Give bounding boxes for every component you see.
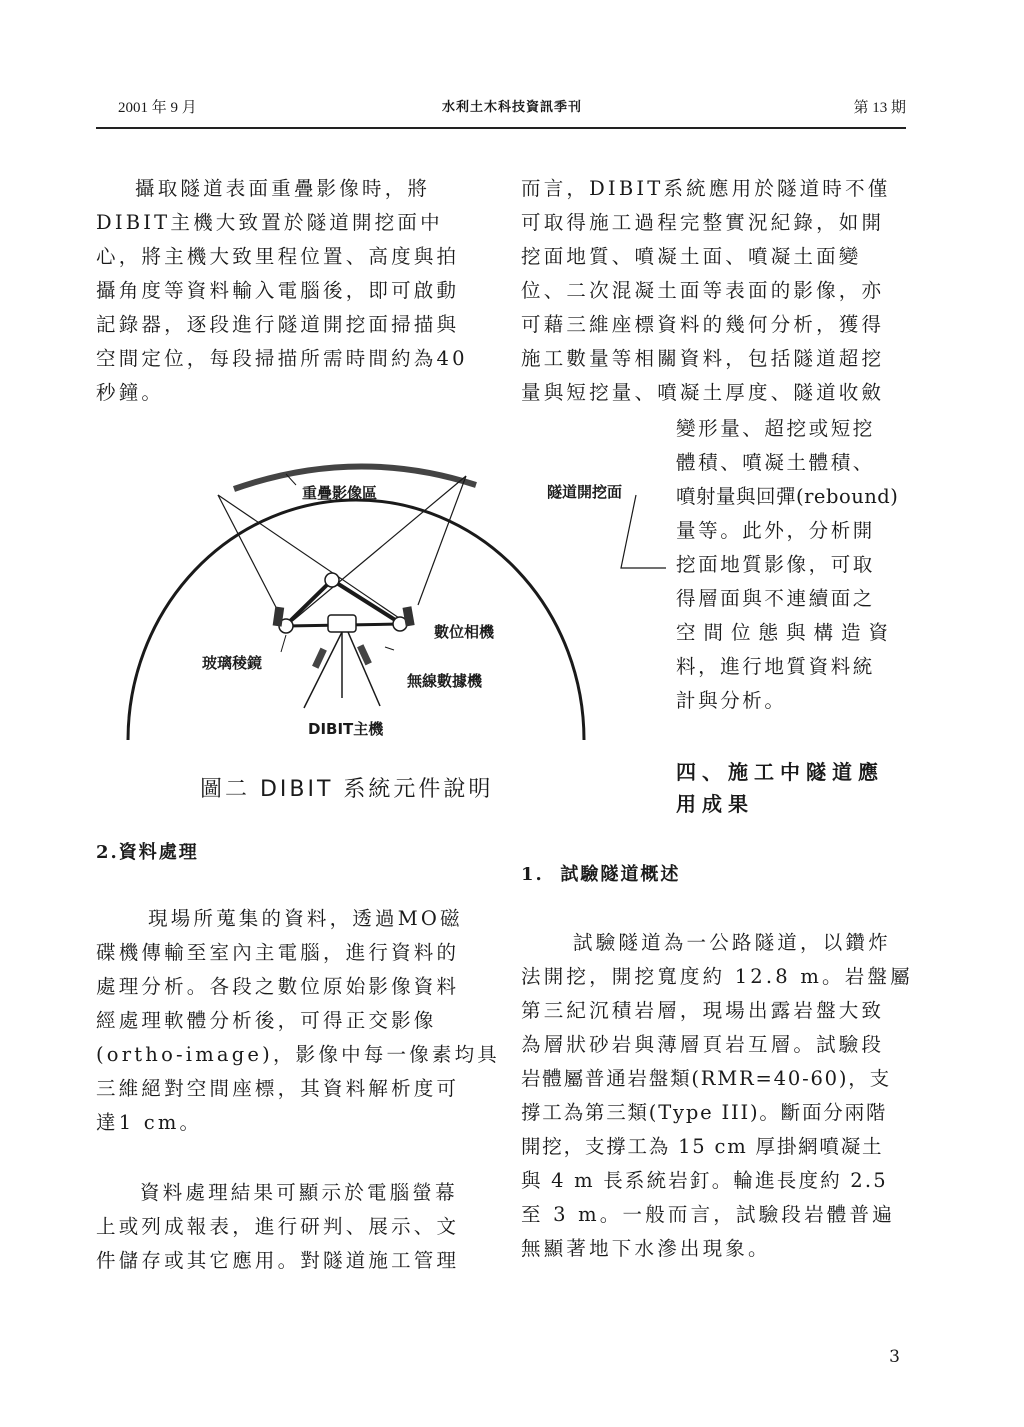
text-line: 試驗隧道為一公路隧道，以鑽炸: [573, 931, 891, 954]
text-line: 資料處理結果可顯示於電腦螢幕: [140, 1181, 458, 1204]
left-paragraph-3: [96, 1176, 484, 1278]
text-line: 量等。此外，分析開: [676, 519, 875, 542]
text-line: 計與分析。: [676, 689, 787, 712]
label-wireless-modem: 無線數據機: [407, 672, 483, 690]
text-line: 挖面地質、噴凝土面、噴凝土面變: [521, 245, 862, 268]
text-line: 而言，DIBIT系統應用於隧道時不僅: [521, 177, 891, 200]
text-line: 可藉三維座標資料的幾何分析，獲得: [521, 313, 885, 336]
wireless-modem-icon: [357, 644, 372, 665]
dibit-host-box: [328, 615, 356, 632]
text-line: 得層面與不連續面之: [676, 587, 875, 610]
text-line: 碟機傳輸至室內主電腦，進行資料的: [96, 941, 460, 964]
header-date: 2001 年 9 月: [118, 100, 197, 116]
label-overlap-area: 重疊影像區: [302, 484, 378, 502]
text-line: 為層狀砂岩與薄層頁岩互層。試驗段: [521, 1033, 885, 1056]
view-line: [218, 495, 280, 615]
label-glass-prism: 玻璃稜鏡: [202, 654, 263, 672]
text-line: 件儲存或其它應用。對隧道施工管理: [96, 1249, 460, 1272]
text-line: 第三紀沉積岩層，現場出露岩盤大致: [521, 999, 885, 1022]
tunnel-face-pointer: [621, 495, 666, 568]
figure-caption: 圖二 DIBIT 系統元件說明: [200, 777, 494, 802]
text-line: 噴射量與回彈(rebound): [676, 485, 899, 508]
text-line: 上或列成報表，進行研判、展示、文: [96, 1215, 460, 1238]
section-title-construction-results: [676, 756, 884, 820]
text-line: 心，將主機大致里程位置、高度與拍: [96, 245, 460, 268]
dibit-system-diagram: [100, 440, 623, 760]
text-line: 可取得施工過程完整實況紀錄，如開: [521, 211, 885, 234]
right-paragraph-1: [521, 172, 909, 410]
text-line: 開挖，支撐工為 15 cm 厚掛網噴凝土: [521, 1135, 884, 1158]
text-line: 法開挖，開挖寬度約 12.8 m。岩盤屬: [521, 965, 913, 988]
text-line: 至 3 m。一般而言，試驗段岩體普遍: [521, 1203, 895, 1226]
header-journal-title: 水利土木科技資訊季刊: [441, 99, 582, 114]
label-tunnel-face: 隧道開挖面: [547, 483, 623, 501]
glass-prism-icon: [325, 573, 339, 587]
text-line: 施工數量等相關資料，包括隧道超挖: [521, 347, 885, 370]
text-line: 現場所蒐集的資料，透過MO磁: [148, 907, 463, 930]
text-line: 秒鐘。: [96, 381, 165, 404]
text-line: 撐工為第三類(Type III)。斷面分兩階: [521, 1101, 888, 1124]
leader-line: [281, 635, 286, 652]
text-line: 空間位態與構造資: [676, 621, 897, 644]
left-paragraph-1: [96, 172, 484, 410]
text-line: 無顯著地下水滲出現象。: [521, 1237, 771, 1260]
text-line: 體積、噴凝土體積、: [676, 451, 875, 474]
text-line: 料，進行地質資料統: [676, 655, 875, 678]
header-issue: 第 13 期: [853, 100, 906, 116]
right-paragraph-1-continued: [676, 412, 908, 718]
text-line: 位、二次混凝土面等表面的影像，亦: [521, 279, 885, 302]
text-line: 記錄器，逐段進行隧道開挖面掃描與: [96, 313, 460, 336]
subsection-heading-test-tunnel: 1. 試驗隧道概述: [521, 864, 681, 885]
tripod-leg: [348, 632, 380, 706]
left-paragraph-2: [96, 902, 500, 1140]
tripod-leg: [304, 632, 342, 708]
frame-bar: [286, 580, 332, 625]
text-line: 經處理軟體分析後，可得正交影像: [96, 1009, 437, 1032]
text-line: 岩體屬普通岩盤類(RMR=40-60)，支: [521, 1067, 891, 1090]
header-rule: [96, 127, 906, 129]
text-line: 攝角度等資料輸入電腦後，即可啟動: [96, 279, 460, 302]
text-line: 量與短挖量、噴凝土厚度、隧道收斂: [521, 381, 885, 404]
label-dibit-host: DIBIT主機: [308, 720, 384, 738]
right-paragraph-2: [521, 926, 913, 1266]
text-line: 攝取隧道表面重疊影像時，將: [135, 177, 431, 200]
text-line: 變形量、超挖或短挖: [676, 417, 875, 440]
text-line: (ortho-image)，影像中每一像素均具: [96, 1043, 500, 1066]
page-number: 3: [889, 1347, 900, 1367]
text-line: 與 4 m 長系統岩釘。輪進長度約 2.5: [521, 1169, 888, 1192]
title-line: 用成果: [676, 792, 754, 816]
text-line: 空間定位，每段掃描所需時間約為40: [96, 347, 468, 370]
text-line: 三維絕對空間座標，其資料解析度可: [96, 1077, 460, 1100]
section-heading-data-processing: 2.資料處理: [96, 842, 199, 863]
title-line: 四、施工中隧道應: [676, 760, 884, 784]
label-digital-camera: 數位相機: [434, 623, 495, 641]
text-line: DIBIT主機大致置於隧道開挖面中: [96, 211, 443, 234]
leader-line: [385, 647, 394, 650]
text-line: 挖面地質影像，可取: [676, 553, 875, 576]
text-line: 處理分析。各段之數位原始影像資料: [96, 975, 460, 998]
text-line: 達1 cm。: [96, 1111, 203, 1134]
